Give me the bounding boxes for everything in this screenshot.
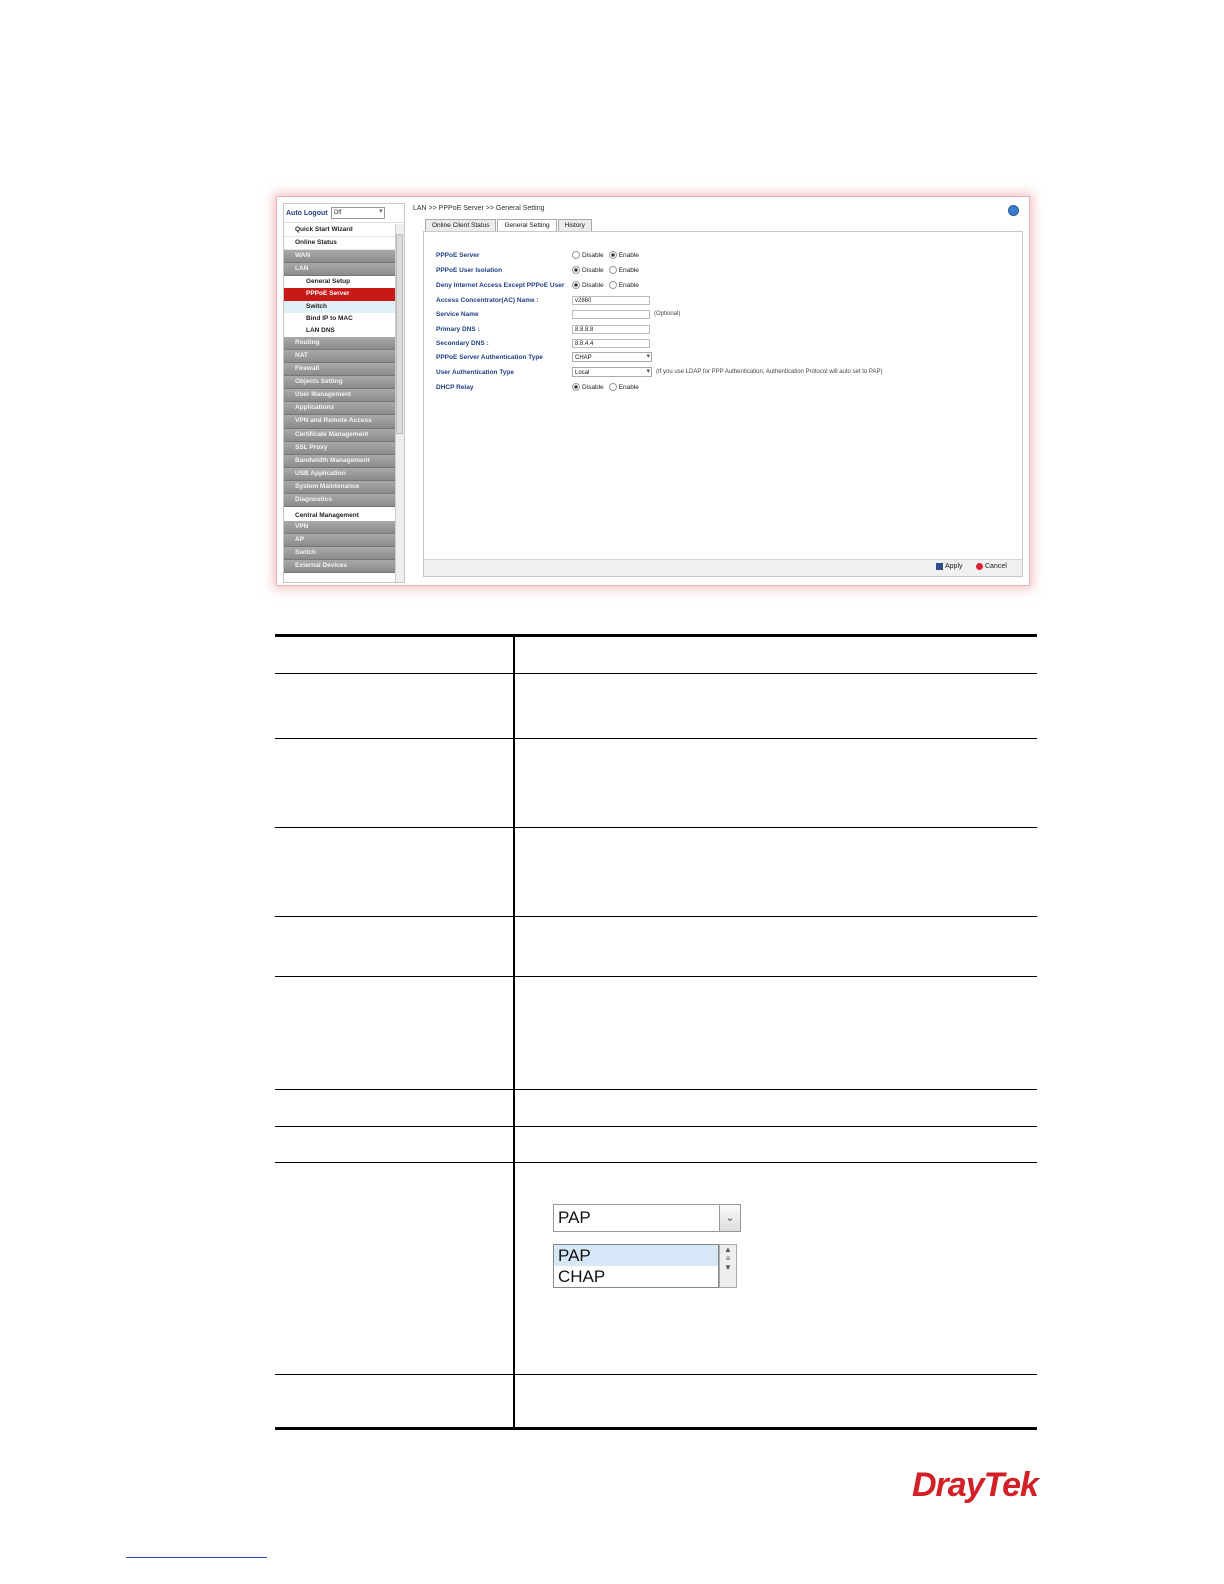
sidebar-item[interactable]: System Maintenance xyxy=(284,481,396,494)
row-pppoe-server xyxy=(436,250,644,260)
table-row xyxy=(275,1090,1037,1127)
table-row xyxy=(275,1127,1037,1163)
sidebar-item[interactable]: LAN DNS xyxy=(284,325,396,337)
ac-name-input[interactable]: v2860 xyxy=(572,296,650,305)
radio-label: Disable xyxy=(582,281,604,289)
dropdown-option-pap[interactable]: PAP xyxy=(554,1245,718,1266)
sidebar-item[interactable]: Switch xyxy=(284,547,396,560)
sidebar-item[interactable]: Online Status xyxy=(284,237,396,250)
row-user-auth-type xyxy=(436,367,882,377)
dropdown-list xyxy=(553,1244,719,1288)
radio-disable[interactable] xyxy=(572,251,580,259)
radio-label: Enable xyxy=(618,281,639,289)
breadcrumb: LAN >> PPPoE Server >> General Setting xyxy=(413,205,545,212)
sidebar-item[interactable]: Certificate Management xyxy=(284,429,396,442)
auto-logout-label: Auto Logout xyxy=(286,209,328,217)
table-row xyxy=(275,674,1037,739)
sidebar-menu xyxy=(284,224,396,573)
field-label: Service Name xyxy=(436,310,479,318)
row-deny-access xyxy=(436,280,644,290)
sidebar-item[interactable]: General Setup xyxy=(284,276,396,288)
field-label: Access Concentrator(AC) Name : xyxy=(436,296,539,304)
sidebar-item[interactable]: SSL Proxy xyxy=(284,442,396,455)
sidebar-item[interactable]: VPN and Remote Access xyxy=(284,415,396,428)
row-primary-dns xyxy=(436,324,650,334)
footer-link-underline xyxy=(126,1557,267,1558)
table-row xyxy=(275,917,1037,977)
row-secondary-dns xyxy=(436,338,650,348)
sidebar-item[interactable]: Diagnostics xyxy=(284,494,396,507)
user-auth-type-select[interactable]: Local ▾ xyxy=(572,367,652,377)
sidebar-item[interactable]: Applications xyxy=(284,402,396,415)
sidebar-item[interactable]: User Management xyxy=(284,389,396,402)
sidebar-item[interactable]: USB Application xyxy=(284,468,396,481)
radio-label: Enable xyxy=(618,251,639,259)
table-cell xyxy=(275,636,514,674)
scrollbar-thumb[interactable] xyxy=(396,234,403,434)
cancel-button[interactable] xyxy=(976,563,1007,570)
field-label: PPPoE User Isolation xyxy=(436,266,503,274)
auth-type-select[interactable]: CHAP ▾ xyxy=(572,352,652,362)
field-label: Primary DNS : xyxy=(436,325,480,333)
radio-disable[interactable] xyxy=(572,383,580,391)
sidebar-item[interactable]: External Devices xyxy=(284,560,396,573)
row-service-name xyxy=(436,309,680,319)
field-label: PPPoE Server xyxy=(436,251,480,259)
draytek-logo: DrayTek xyxy=(912,1466,1038,1504)
table-cell xyxy=(514,1375,1037,1429)
secondary-dns-input[interactable]: 8.8.4.4 xyxy=(572,339,650,348)
radio-disable[interactable] xyxy=(572,266,580,274)
sidebar-item[interactable]: Quick Start Wizard xyxy=(284,224,396,237)
table-cell xyxy=(275,828,514,917)
tab-history[interactable]: History xyxy=(558,219,592,231)
table-cell xyxy=(514,1090,1037,1127)
table-cell xyxy=(514,636,1037,674)
radio-enable[interactable] xyxy=(609,281,617,289)
cancel-icon xyxy=(976,563,983,570)
dropdown-scrollbar[interactable]: ▲ ≡ ▼ xyxy=(719,1244,737,1288)
radio-label: Enable xyxy=(618,383,639,391)
sidebar-item[interactable]: WAN xyxy=(284,250,396,263)
cancel-label: Cancel xyxy=(985,563,1007,570)
dropdown-option-chap[interactable]: CHAP xyxy=(558,1267,606,1286)
primary-dns-input[interactable]: 8.8.8.8 xyxy=(572,325,650,334)
table-cell xyxy=(275,1127,514,1163)
radio-label: Enable xyxy=(618,266,639,274)
dropdown-selected[interactable]: PAP xyxy=(553,1204,723,1232)
table-cell xyxy=(514,1127,1037,1163)
row-user-isolation xyxy=(436,265,644,275)
service-name-input[interactable] xyxy=(572,310,650,319)
tab-bar xyxy=(413,219,1023,231)
help-icon[interactable] xyxy=(1008,205,1019,216)
radio-enable[interactable] xyxy=(609,266,617,274)
sidebar-item[interactable]: Bandwidth Management xyxy=(284,455,396,468)
table-row xyxy=(275,739,1037,828)
sidebar-item[interactable]: Objects Setting xyxy=(284,376,396,389)
tab-general-setting[interactable]: General Setting xyxy=(497,219,556,231)
action-bar xyxy=(424,559,1022,576)
settings-panel xyxy=(423,231,1023,577)
apply-label: Apply xyxy=(945,563,963,570)
table-cell xyxy=(275,674,514,739)
auto-logout xyxy=(284,204,404,223)
sidebar-item[interactable]: Bind IP to MAC xyxy=(284,313,396,325)
auth-type-dropdown-example xyxy=(553,1204,743,1290)
table-cell xyxy=(514,674,1037,739)
field-label: Deny Internet Access Except PPPoE User xyxy=(436,281,565,289)
table-cell xyxy=(514,828,1037,917)
sidebar-item[interactable]: AP xyxy=(284,534,396,547)
sidebar-scrollbar[interactable] xyxy=(395,224,404,583)
table-row xyxy=(275,828,1037,917)
table-cell xyxy=(275,1375,514,1429)
table-cell xyxy=(514,977,1037,1090)
sidebar-item[interactable]: Routing xyxy=(284,337,396,350)
table-cell xyxy=(275,977,514,1090)
table-row xyxy=(275,1375,1037,1429)
field-label: DHCP Relay xyxy=(436,383,474,391)
sidebar-item[interactable]: NAT xyxy=(284,350,396,363)
table-row xyxy=(275,636,1037,674)
field-label: Secondary DNS : xyxy=(436,339,489,347)
description-table xyxy=(275,634,1037,1430)
sidebar-item[interactable]: Switch xyxy=(284,301,396,313)
radio-label: Disable xyxy=(582,383,604,391)
main-content xyxy=(413,203,1023,581)
radio-enable[interactable] xyxy=(609,251,617,259)
table-row xyxy=(275,977,1037,1090)
radio-enable[interactable] xyxy=(609,383,617,391)
field-label: User Authentication Type xyxy=(436,368,515,376)
sidebar xyxy=(283,203,405,583)
row-ac-name xyxy=(436,295,650,305)
sidebar-item[interactable]: VPN xyxy=(284,521,396,534)
apply-button[interactable] xyxy=(936,563,963,570)
table-cell xyxy=(514,917,1037,977)
table-cell xyxy=(275,917,514,977)
chevron-down-icon[interactable]: ⌄ xyxy=(719,1204,741,1232)
row-dhcp-relay xyxy=(436,382,644,392)
table-cell xyxy=(275,739,514,828)
radio-disable[interactable] xyxy=(572,281,580,289)
sidebar-item[interactable]: PPPoE Server xyxy=(284,288,396,300)
row-auth-type xyxy=(436,352,652,362)
save-icon xyxy=(936,563,943,570)
table-cell xyxy=(275,1163,514,1375)
screenshot-frame xyxy=(276,196,1030,586)
sidebar-item[interactable]: Firewall xyxy=(284,363,396,376)
radio-label: Disable xyxy=(582,266,604,274)
sidebar-item[interactable]: Central Management xyxy=(284,507,396,521)
table-cell xyxy=(275,1090,514,1127)
field-label: PPPoE Server Authentication Type xyxy=(436,353,543,361)
auto-logout-select[interactable]: Off ▾ xyxy=(331,207,385,219)
ldap-note: (If you use LDAP for PPP Authentication, Authentication Protocol will auto set to PAP) xyxy=(656,369,883,375)
table-cell xyxy=(514,739,1037,828)
tab-online-client-status[interactable]: Online Client Status xyxy=(425,219,496,231)
sidebar-item[interactable]: LAN xyxy=(284,263,396,276)
radio-label: Disable xyxy=(582,251,604,259)
optional-note: (Optional) xyxy=(654,311,681,317)
